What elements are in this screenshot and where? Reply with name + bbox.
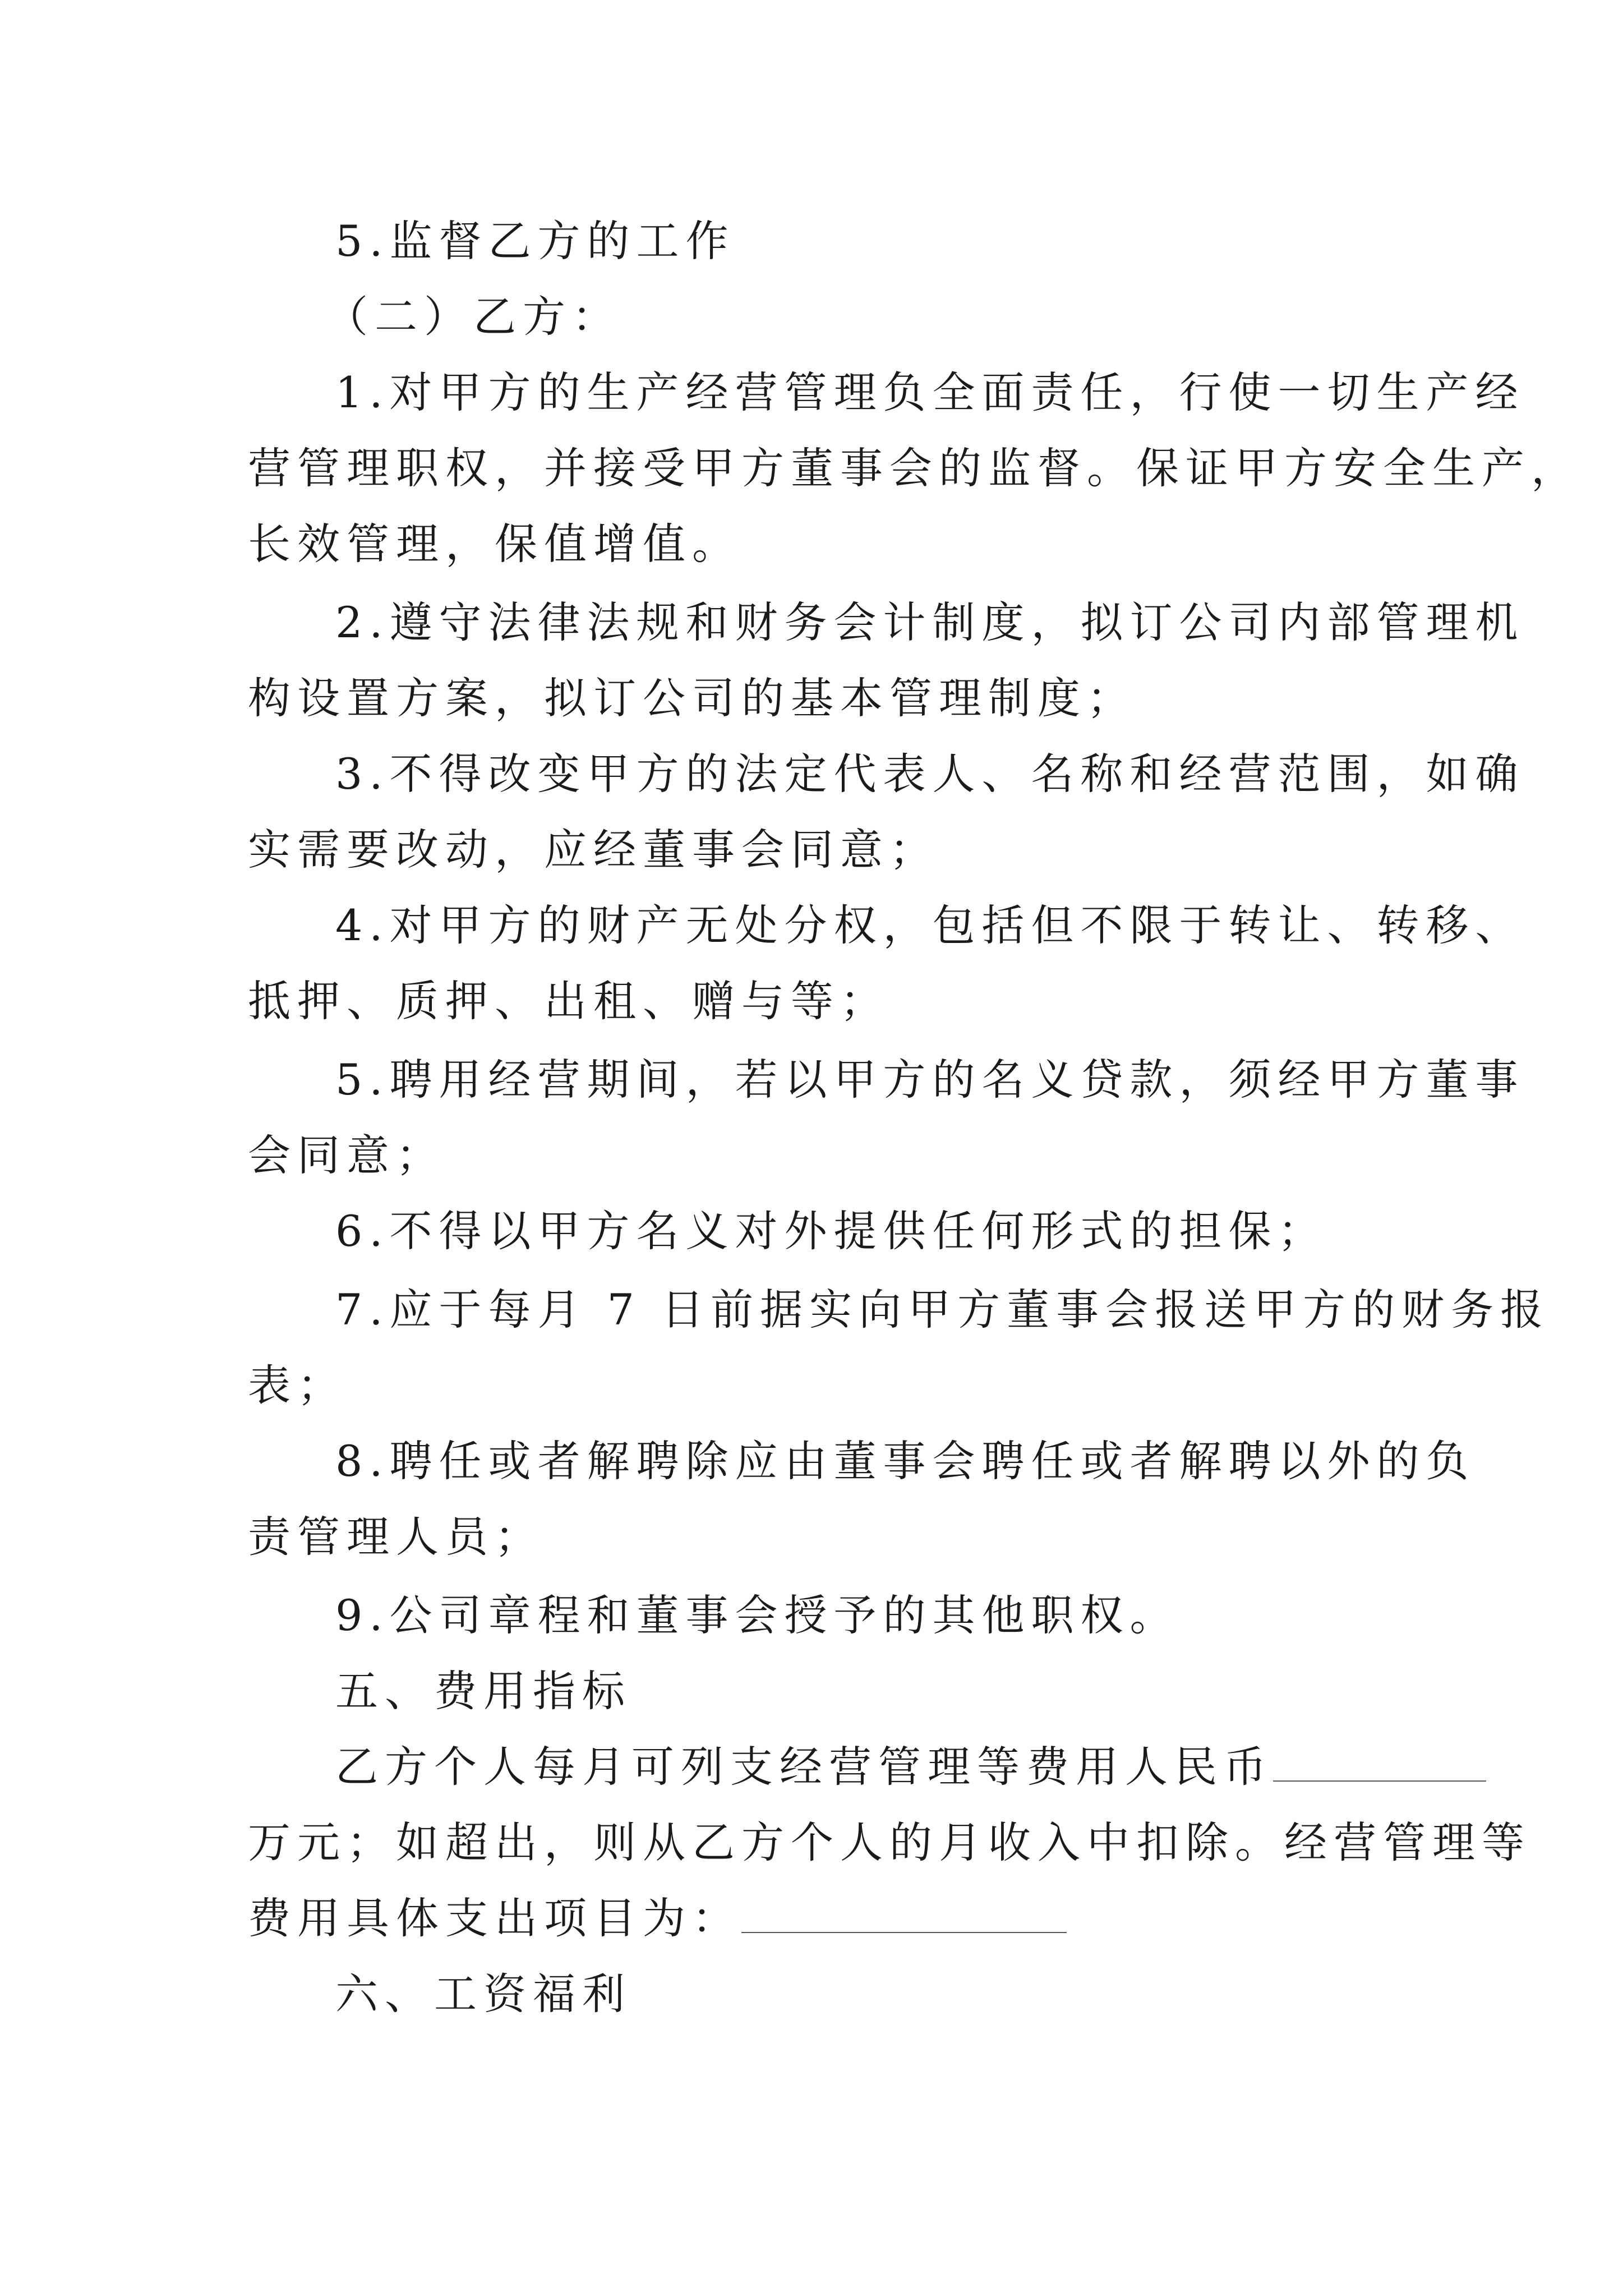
section-heading: 五、费用指标 [335, 1666, 631, 1716]
text-line: 5.聘用经营期间，若以甲方的名义贷款，须经甲方董事 [335, 1055, 1525, 1105]
text-line [248, 1890, 1067, 1947]
text-line: 1.对甲方的生产经营管理负全面责任，行使一切生产经 [335, 367, 1525, 417]
section-heading: 六、工资福利 [335, 1969, 631, 2019]
text-line [335, 1739, 1486, 1795]
text-line: 实需要改动，应经董事会同意； [248, 825, 939, 875]
section-heading: （二）乙方： [325, 292, 621, 342]
text-line: 长效管理，保值增值。 [248, 519, 741, 569]
text-line: 6.不得以甲方名义对外提供任何形式的担保； [335, 1206, 1327, 1256]
text-line: 抵押、质押、出租、赠与等； [248, 976, 889, 1026]
text-line-content: 费用具体支出项目为： [248, 1893, 741, 1943]
fill-in-blank [741, 1893, 1067, 1933]
text-line-content: 乙方个人每月可列支经营管理等费用人民币 [335, 1742, 1273, 1792]
text-line: 万元；如超出，则从乙方个人的月收入中扣除。经营管理等 [248, 1818, 1531, 1867]
text-line: 5.监督乙方的工作 [335, 216, 735, 266]
text-line: 8.聘任或者解聘除应由董事会聘任或者解聘以外的负 [335, 1436, 1476, 1486]
text-line: 营管理职权，并接受甲方董事会的监督。保证甲方安全生产， [248, 443, 1580, 493]
text-line: 4.对甲方的财产无处分权，包括但不限于转让、转移、 [335, 900, 1525, 950]
text-line: 9.公司章程和董事会授予的其他职权。 [335, 1590, 1179, 1640]
text-line: 会同意； [248, 1130, 445, 1180]
text-line: 7.应于每月 7 日前据实向甲方董事会报送甲方的财务报 [335, 1285, 1550, 1335]
text-line: 责管理人员； [248, 1512, 544, 1562]
text-line: 2.遵守法律法规和财务会计制度，拟订公司内部管理机 [335, 597, 1525, 647]
fill-in-blank [1273, 1741, 1486, 1782]
text-line: 构设置方案，拟订公司的基本管理制度； [248, 673, 1136, 723]
text-line: 表； [248, 1360, 347, 1410]
text-line: 3.不得改变甲方的法定代表人、名称和经营范围，如确 [335, 749, 1525, 799]
